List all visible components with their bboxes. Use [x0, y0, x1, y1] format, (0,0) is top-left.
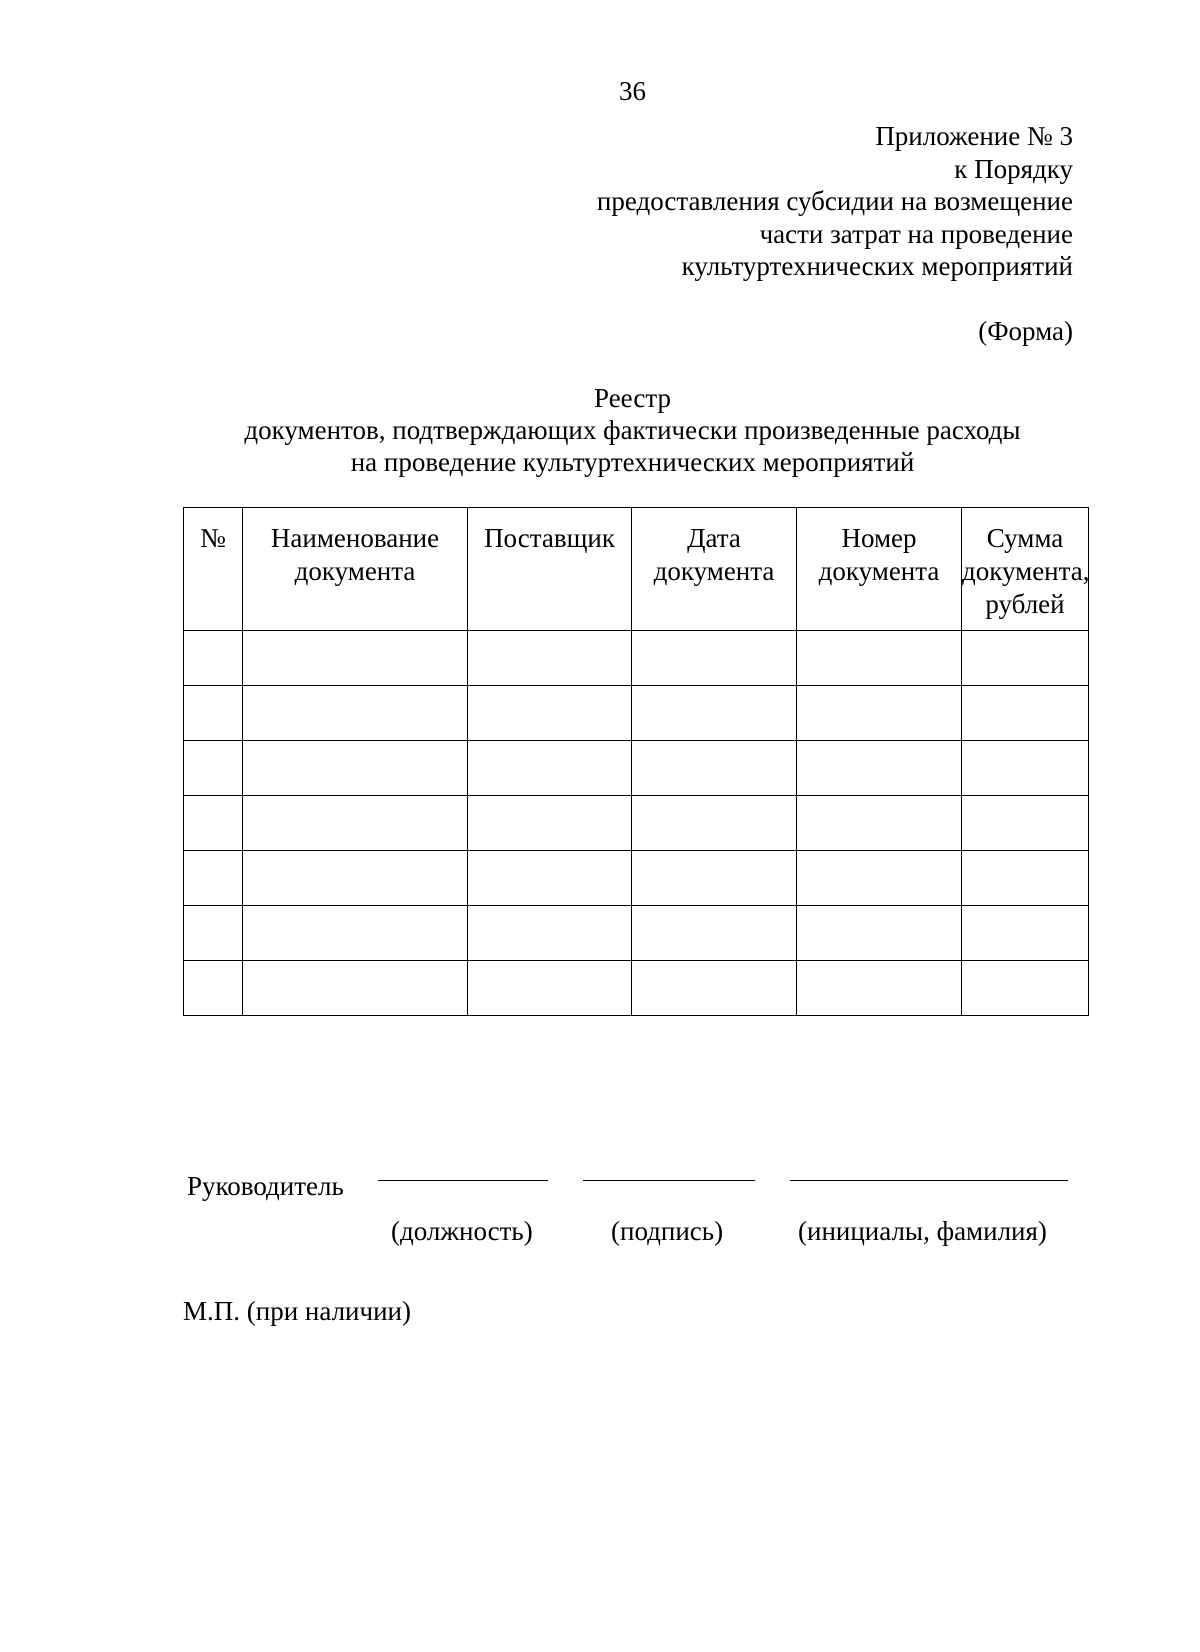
title-heading: Реестр: [594, 383, 671, 413]
table-cell: [797, 796, 962, 851]
table-header-row: [184, 508, 1089, 631]
table-cell: [632, 686, 797, 741]
table-cell: [468, 906, 632, 961]
table-cell: [632, 631, 797, 686]
appendix-line: культуртехнических мероприятий: [681, 251, 1073, 281]
name-line: [790, 1180, 1068, 1181]
header-text: Наименование: [270, 523, 440, 553]
position-caption: (должность): [391, 1216, 533, 1246]
table-cell: [632, 851, 797, 906]
header-text: рублей: [985, 589, 1065, 619]
header-text: документа,: [962, 556, 1090, 586]
table-cell: [243, 906, 468, 961]
header-document-date: [632, 508, 797, 631]
table-body: [184, 631, 1089, 1016]
table-row: [184, 631, 1089, 686]
table-cell: [797, 631, 962, 686]
table-cell: [962, 851, 1089, 906]
table-cell: [184, 686, 243, 741]
signature-label: Руководитель: [187, 1171, 344, 1201]
table-cell: [632, 961, 797, 1016]
table-cell: [184, 796, 243, 851]
name-caption: (инициалы, фамилия): [798, 1216, 1047, 1246]
table-row: [184, 686, 1089, 741]
table-cell: [962, 741, 1089, 796]
header-supplier: [468, 508, 632, 631]
table-cell: [243, 851, 468, 906]
table-cell: [243, 631, 468, 686]
table-cell: [243, 961, 468, 1016]
table-cell: [962, 631, 1089, 686]
table-cell: [797, 906, 962, 961]
appendix-line: предоставления субсидии на возмещение: [596, 186, 1073, 216]
table-cell: [962, 961, 1089, 1016]
header-number: [184, 508, 243, 631]
table-cell: [797, 686, 962, 741]
header-document-number: [797, 508, 962, 631]
table-cell: [468, 961, 632, 1016]
table-row: [184, 741, 1089, 796]
table-row: [184, 906, 1089, 961]
title-line: на проведение культуртехнических мероприятий: [350, 447, 915, 477]
table-cell: [632, 906, 797, 961]
table-cell: [184, 631, 243, 686]
table-cell: [243, 686, 468, 741]
position-line: [378, 1180, 548, 1181]
appendix-header: [597, 120, 1073, 283]
header-text: Дата: [687, 523, 741, 553]
header-text: Поставщик: [484, 523, 615, 553]
signature-line: [583, 1180, 755, 1181]
appendix-line: части затрат на проведение: [759, 218, 1073, 249]
header-text: документа: [653, 556, 775, 586]
table-cell: [243, 741, 468, 796]
table-row: [184, 796, 1089, 851]
table-cell: [468, 741, 632, 796]
header-text: №: [200, 523, 226, 553]
table-cell: [962, 686, 1089, 741]
form-label: (Форма): [978, 316, 1073, 346]
header-document-name: [243, 508, 468, 631]
table-cell: [184, 961, 243, 1016]
document-title: [0, 382, 1200, 478]
table-cell: [468, 851, 632, 906]
signature-caption: (подпись): [611, 1216, 724, 1246]
table-cell: [632, 796, 797, 851]
title-line: документов, подтверждающих фактически произведенные расходы: [244, 415, 1021, 445]
table-cell: [243, 796, 468, 851]
header-text: документа: [294, 556, 416, 586]
table-cell: [797, 741, 962, 796]
table-cell: [468, 796, 632, 851]
header-text: Сумма: [986, 523, 1064, 553]
page-number: 36: [619, 76, 646, 106]
header-text: Номер: [841, 523, 917, 553]
table-cell: [962, 796, 1089, 851]
appendix-line: к Порядку: [954, 153, 1073, 184]
header-text: документа: [818, 556, 940, 586]
table-cell: [184, 851, 243, 906]
table-cell: [797, 961, 962, 1016]
table-cell: [184, 741, 243, 796]
table-cell: [184, 906, 243, 961]
appendix-line: Приложение № 3: [875, 121, 1073, 151]
table-cell: [962, 906, 1089, 961]
table-cell: [797, 851, 962, 906]
table-cell: [468, 631, 632, 686]
registry-table: [183, 507, 1089, 1016]
table-cell: [468, 686, 632, 741]
table-row: [184, 851, 1089, 906]
table-row: [184, 961, 1089, 1016]
table-cell: [632, 741, 797, 796]
header-document-amount: [962, 508, 1089, 631]
stamp-label: М.П. (при наличии): [183, 1296, 411, 1326]
